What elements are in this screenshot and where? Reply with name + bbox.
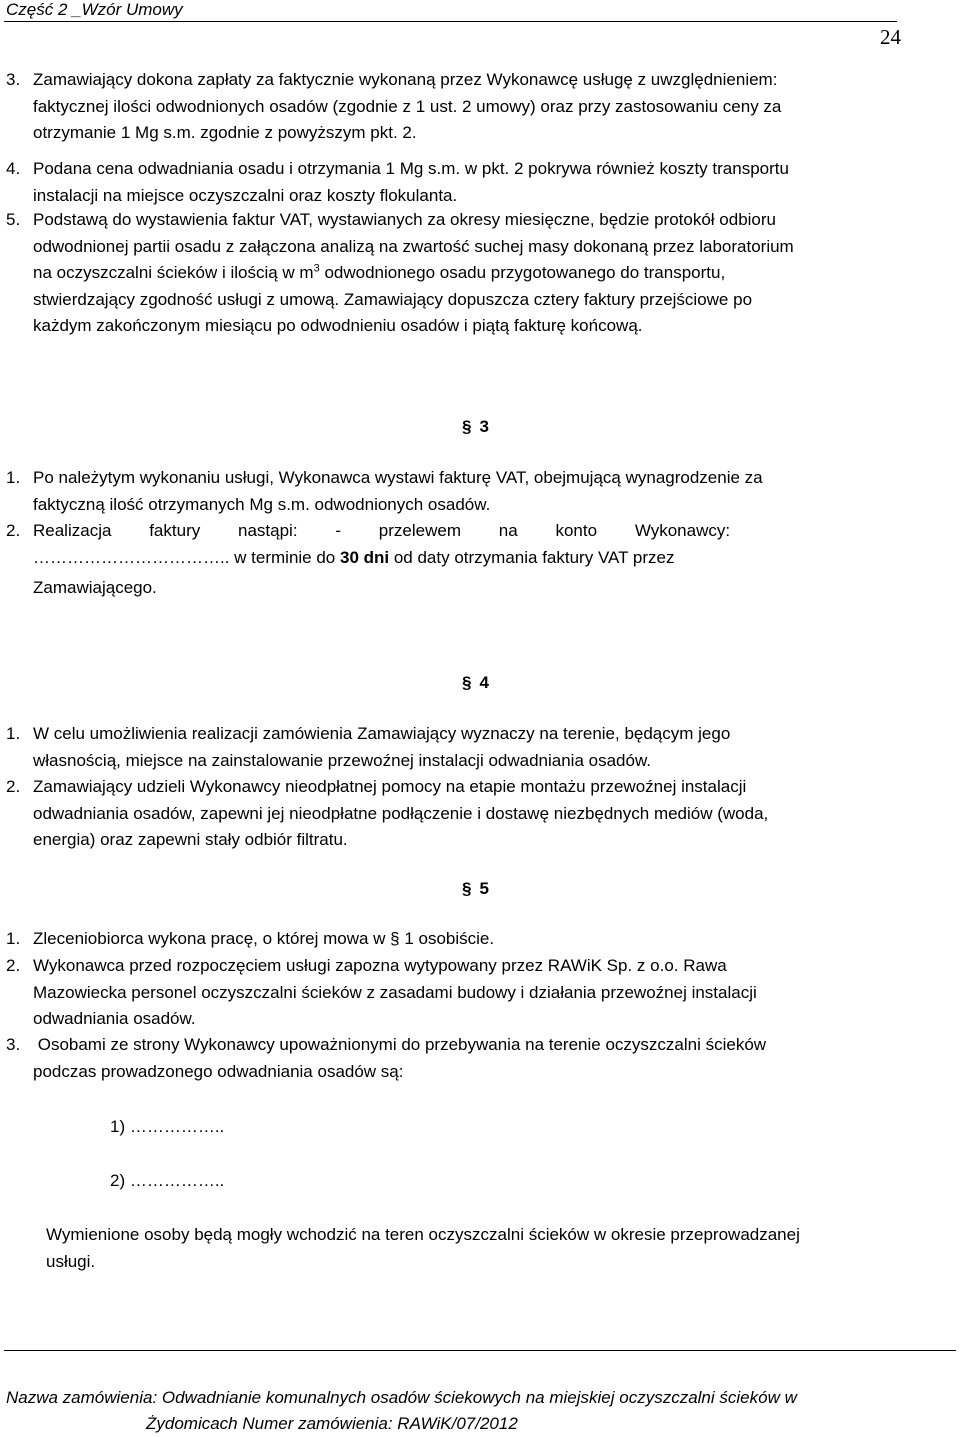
clause-text-line: otrzymanie 1 Mg s.m. zgodnie z powyższym pkt. 2. [33, 123, 417, 142]
section-5-note [46, 1222, 950, 1275]
section-3-clause-2 [6, 518, 950, 602]
clause-number: 2. [6, 956, 21, 975]
clause-text-fragment: na oczyszczalni ścieków i ilością w m [33, 263, 314, 282]
document-footer [6, 1385, 950, 1437]
clause-5 [6, 207, 950, 340]
clause-text-line: Podstawą do wystawienia faktur VAT, wystawianych za okresy miesięczne, będzie protokół odbioru [33, 210, 777, 229]
clause-text-fragment: od daty otrzymania faktury VAT przez [389, 547, 675, 567]
clause-text-line: Realizacja faktury nastąpi: - przelewem na konto Wykonawcy: [33, 521, 731, 540]
section-sign: § [462, 417, 472, 436]
superscript-3: 3 [313, 262, 320, 275]
clause-text-fragment: …………………………….. w terminie do [33, 547, 340, 567]
clause-text-line: Zamawiający udzieli Wykonawcy nieodpłatnej pomocy na etapie montażu przewoźnej instalacji [33, 777, 747, 796]
clause-number: 2. [6, 777, 21, 796]
note-text-line: Wymienione osoby będą mogły wchodzić na teren oczyszczalni ścieków w okresie przeprowadzanej [46, 1225, 800, 1244]
section-number: 3 [479, 417, 489, 436]
authorized-person-2: 2) …………….. [110, 1171, 225, 1190]
header-divider [4, 21, 897, 22]
clause-text-fragment: odwodnionego osadu przygotowanego do transportu, [319, 263, 726, 282]
clause-text-line: Zleceniobiorca wykona pracę, o której mowa w § 1 osobiście. [33, 929, 495, 948]
clause-3 [6, 67, 950, 147]
clause-text-line: energia) oraz zapewni stały odbiór filtratu. [33, 830, 348, 849]
section-number: 4 [479, 673, 489, 692]
section-3-clause-1 [6, 465, 950, 518]
footer-line: Nazwa zamówienia: Odwadnianie komunalnych osadów ściekowych na miejskiej oczyszczalni ścieków w [6, 1388, 797, 1407]
clause-number: 3. [6, 1035, 21, 1054]
clause-text-line: podczas prowadzonego odwadniania osadów są: [33, 1061, 404, 1081]
page-number: 24 [880, 25, 901, 49]
clause-4 [6, 156, 950, 209]
note-text-line: usługi. [46, 1251, 96, 1271]
clause-text-line: Mazowiecka personel oczyszczalni ścieków z zasadami budowy i działania przewoźnej instalacji [33, 982, 757, 1002]
clause-text-line: własnością, miejsce na zainstalowanie przewoźnej instalacji odwadniania osadów. [33, 750, 652, 770]
clause-text-line: faktyczną ilość otrzymanych Mg s.m. odwodnionych osadów. [33, 494, 491, 514]
clause-text-line: instalacji na miejsce oczyszczalni oraz koszty flokulanta. [33, 185, 458, 205]
clause-number: 1. [6, 468, 21, 487]
section-sign: § [462, 673, 472, 692]
section-4-clause-1 [6, 721, 950, 774]
footer-line: Żydomicach Numer zamówienia: RAWiK/07/2012 [146, 1414, 518, 1433]
document-header-title: Część 2 _Wzór Umowy [6, 0, 183, 19]
clause-text-line [6, 260, 950, 287]
section-5-clause-1 [6, 926, 950, 953]
clause-number: 1. [6, 929, 21, 948]
clause-text-line: każdym zakończonym miesiącu po odwodnieniu osadów i piątą fakturę końcową. [33, 316, 643, 335]
clause-number: 2. [6, 521, 21, 540]
clause-text-line: Zamawiającego. [33, 578, 157, 597]
section-number: 5 [479, 879, 489, 898]
clause-text-line: Po należytym wykonaniu usługi, Wykonawca wystawi fakturę VAT, obejmującą wynagrodzenie za [33, 468, 763, 487]
section-5-clause-3 [6, 1032, 950, 1085]
section-sign: § [462, 879, 472, 898]
section-4-clause-2 [6, 774, 950, 854]
clause-number: 1. [6, 724, 21, 743]
clause-text-line: Wykonawca przed rozpoczęciem usługi zapozna wytypowany przez RAWiK Sp. z o.o. Rawa [33, 956, 727, 975]
clause-number: 3. [6, 70, 21, 89]
clause-text-line: Podana cena odwadniania osadu i otrzymania 1 Mg s.m. w pkt. 2 pokrywa również koszty transportu [33, 159, 789, 178]
clause-number: 5. [6, 210, 21, 229]
footer-divider [4, 1350, 956, 1351]
section-5-heading [462, 878, 489, 900]
clause-text-line: Zamawiający dokona zapłaty za faktycznie wykonaną przez Wykonawcę usługę z uwzględnieniem: [33, 70, 778, 89]
clause-text-line: Osobami ze strony Wykonawcy upoważnionymi do przebywania na terenie oczyszczalni ścieków [33, 1035, 767, 1054]
clause-text-line [6, 545, 950, 572]
payment-term: 30 dni [340, 547, 390, 567]
clause-text-line: W celu umożliwienia realizacji zamówienia Zamawiający wyznaczy na terenie, będącym jego [33, 724, 731, 743]
section-3-heading [462, 416, 489, 438]
clause-text-line: odwodnionej partii osadu z załączona analizą na zwartość suchej masy dokonaną przez laboratorium [33, 236, 794, 256]
clause-text-line: stwierdzający zgodność usługi z umową. Zamawiający dopuszcza cztery faktury przejściowe po [33, 289, 753, 309]
clause-text-line: faktycznej ilości odwodnionych osadów (zgodnie z 1 ust. 2 umowy) oraz przy zastosowaniu ceny za [33, 96, 782, 116]
authorized-person-1: 1) …………….. [110, 1117, 225, 1136]
section-4-heading [462, 672, 489, 694]
clause-number: 4. [6, 159, 21, 178]
clause-text-line: odwadniania osadów. [33, 1009, 196, 1028]
clause-text-line: odwadniania osadów, zapewni jej nieodpłatne podłączenie i dostawę niezbędnych mediów (woda, [33, 803, 769, 823]
section-5-clause-2 [6, 953, 950, 1033]
